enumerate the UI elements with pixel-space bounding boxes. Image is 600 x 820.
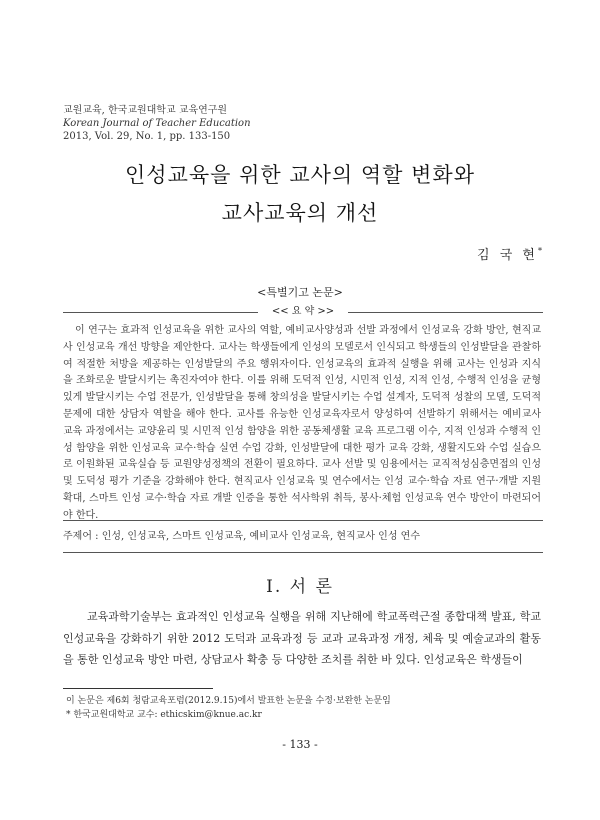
- title-line-1: 인성교육을 위한 교사의 역할 변화와: [125, 163, 475, 187]
- section-heading: Ⅰ. 서 론: [266, 577, 334, 597]
- journal-citation: 2013, Vol. 29, No. 1, pp. 133-150: [63, 131, 231, 142]
- abstract-heading-label: << 요 약 >>: [271, 306, 335, 317]
- author-name: 김 국 현: [477, 248, 538, 263]
- abstract-heading: [63, 305, 543, 319]
- journal-name-korean: 교원교육, 한국교원대학교 교육연구원: [63, 105, 228, 116]
- abstract-rule-right: [348, 312, 543, 313]
- journal-name-english: Korean Journal of Teacher Education: [63, 118, 251, 129]
- footnote-1: 이 논문은 제6회 청람교육포럼(2012.9.15)에서 발표한 논문을 수정·보완한 논문임: [66, 696, 391, 706]
- footnotes: [66, 694, 391, 722]
- footnote-2: * 한국교원대학교 교수: ethicskim@knue.ac.kr: [66, 710, 262, 720]
- page-number: - 133 -: [282, 738, 318, 751]
- paper-title: [0, 156, 600, 232]
- article-type: <특별기고 논문>: [257, 286, 343, 299]
- abstract-text: 이 연구는 효과적 인성교육을 위한 교사의 역할, 예비교사양성과 선발 과정에서 인성교육 강화 방안, 현직교사 인성교육 개선 방향을 제안한다. 교사는 학생들에게 인성의 모델로서 인식되고 학생들의 인성발달을 관찰하여 적절한 처방을 제공하는 인성발달의 주요 행위자이다. 인성교육의 효과적 실행을 위해 교사는 인성과 지식을 조화로운 발달시키는 촉진자여야 한다. 이를 위해 도덕적 인성, 시민적 인성, 지적 인성, 수행적 인성을 균형 있게 발달시키는 수업 전문가, 인성발달을 통해 창의성을 발달시키는 수업 설계자, 도덕적 성찰의 모델, 도덕적 문제에 대한 상담자 역할을 해야 한다. 교사를 유능한 인성교육자로서 양성하여 선발하기 위해서는 예비교사 교육 과정에서는 교양윤리 및 시민적 인성 함양을 위한 공동체생활 교육 프로그램 이수, 지적 인성과 수행적 인성 함양을 위한 인성교육 교수·학습 실연 수업 강화, 인성발달에 대한 평가 교육 강화, 생활지도와 수업 실습으로 이원화된 교육실습 등 교원양성정책의 전환이 필요하다. 교사 선발 및 임용에서는 교직적성심층면접의 인성 및 도덕성 평가 기준을 강화해야 한다. 현직교사 인성교육 및 연수에서는 인성 교수·학습 자료 연구·개발 지원 확대, 스마트 인성 교수·학습 자료 개발 인증을 통한 석사학위 취득, 봉사·체험 인성교육 연수 방안이 마련되어야 한다.: [63, 325, 541, 521]
- keywords-line: 주제어 : 인성, 인성교육, 스마트 인성교육, 예비교사 인성교육, 현직교사 인성 연수: [63, 531, 420, 542]
- title-line-2: 교사교육의 개선: [221, 201, 379, 225]
- keywords-bottom-divider: [63, 552, 543, 553]
- author-footnote-mark: *: [538, 246, 542, 256]
- footnote-divider: [63, 688, 213, 689]
- journal-header: [63, 104, 251, 143]
- keywords-top-divider: [63, 520, 543, 521]
- body-paragraph: 교육과학기술부는 효과적인 인성교육 실행을 위해 지난해에 학교폭력근절 종합대책 발표, 학교 인성교육을 강화하기 위한 2012 도덕과 교육과정 등 교과 교육과정 개정, 체육 및 예술교과의 활동을 통한 인성교육 방안 마련, 상담교사 확충 등 다양한 조치를 취한 바 있다. 인성교육은 학생들이: [63, 610, 541, 666]
- author-byline: [477, 244, 542, 263]
